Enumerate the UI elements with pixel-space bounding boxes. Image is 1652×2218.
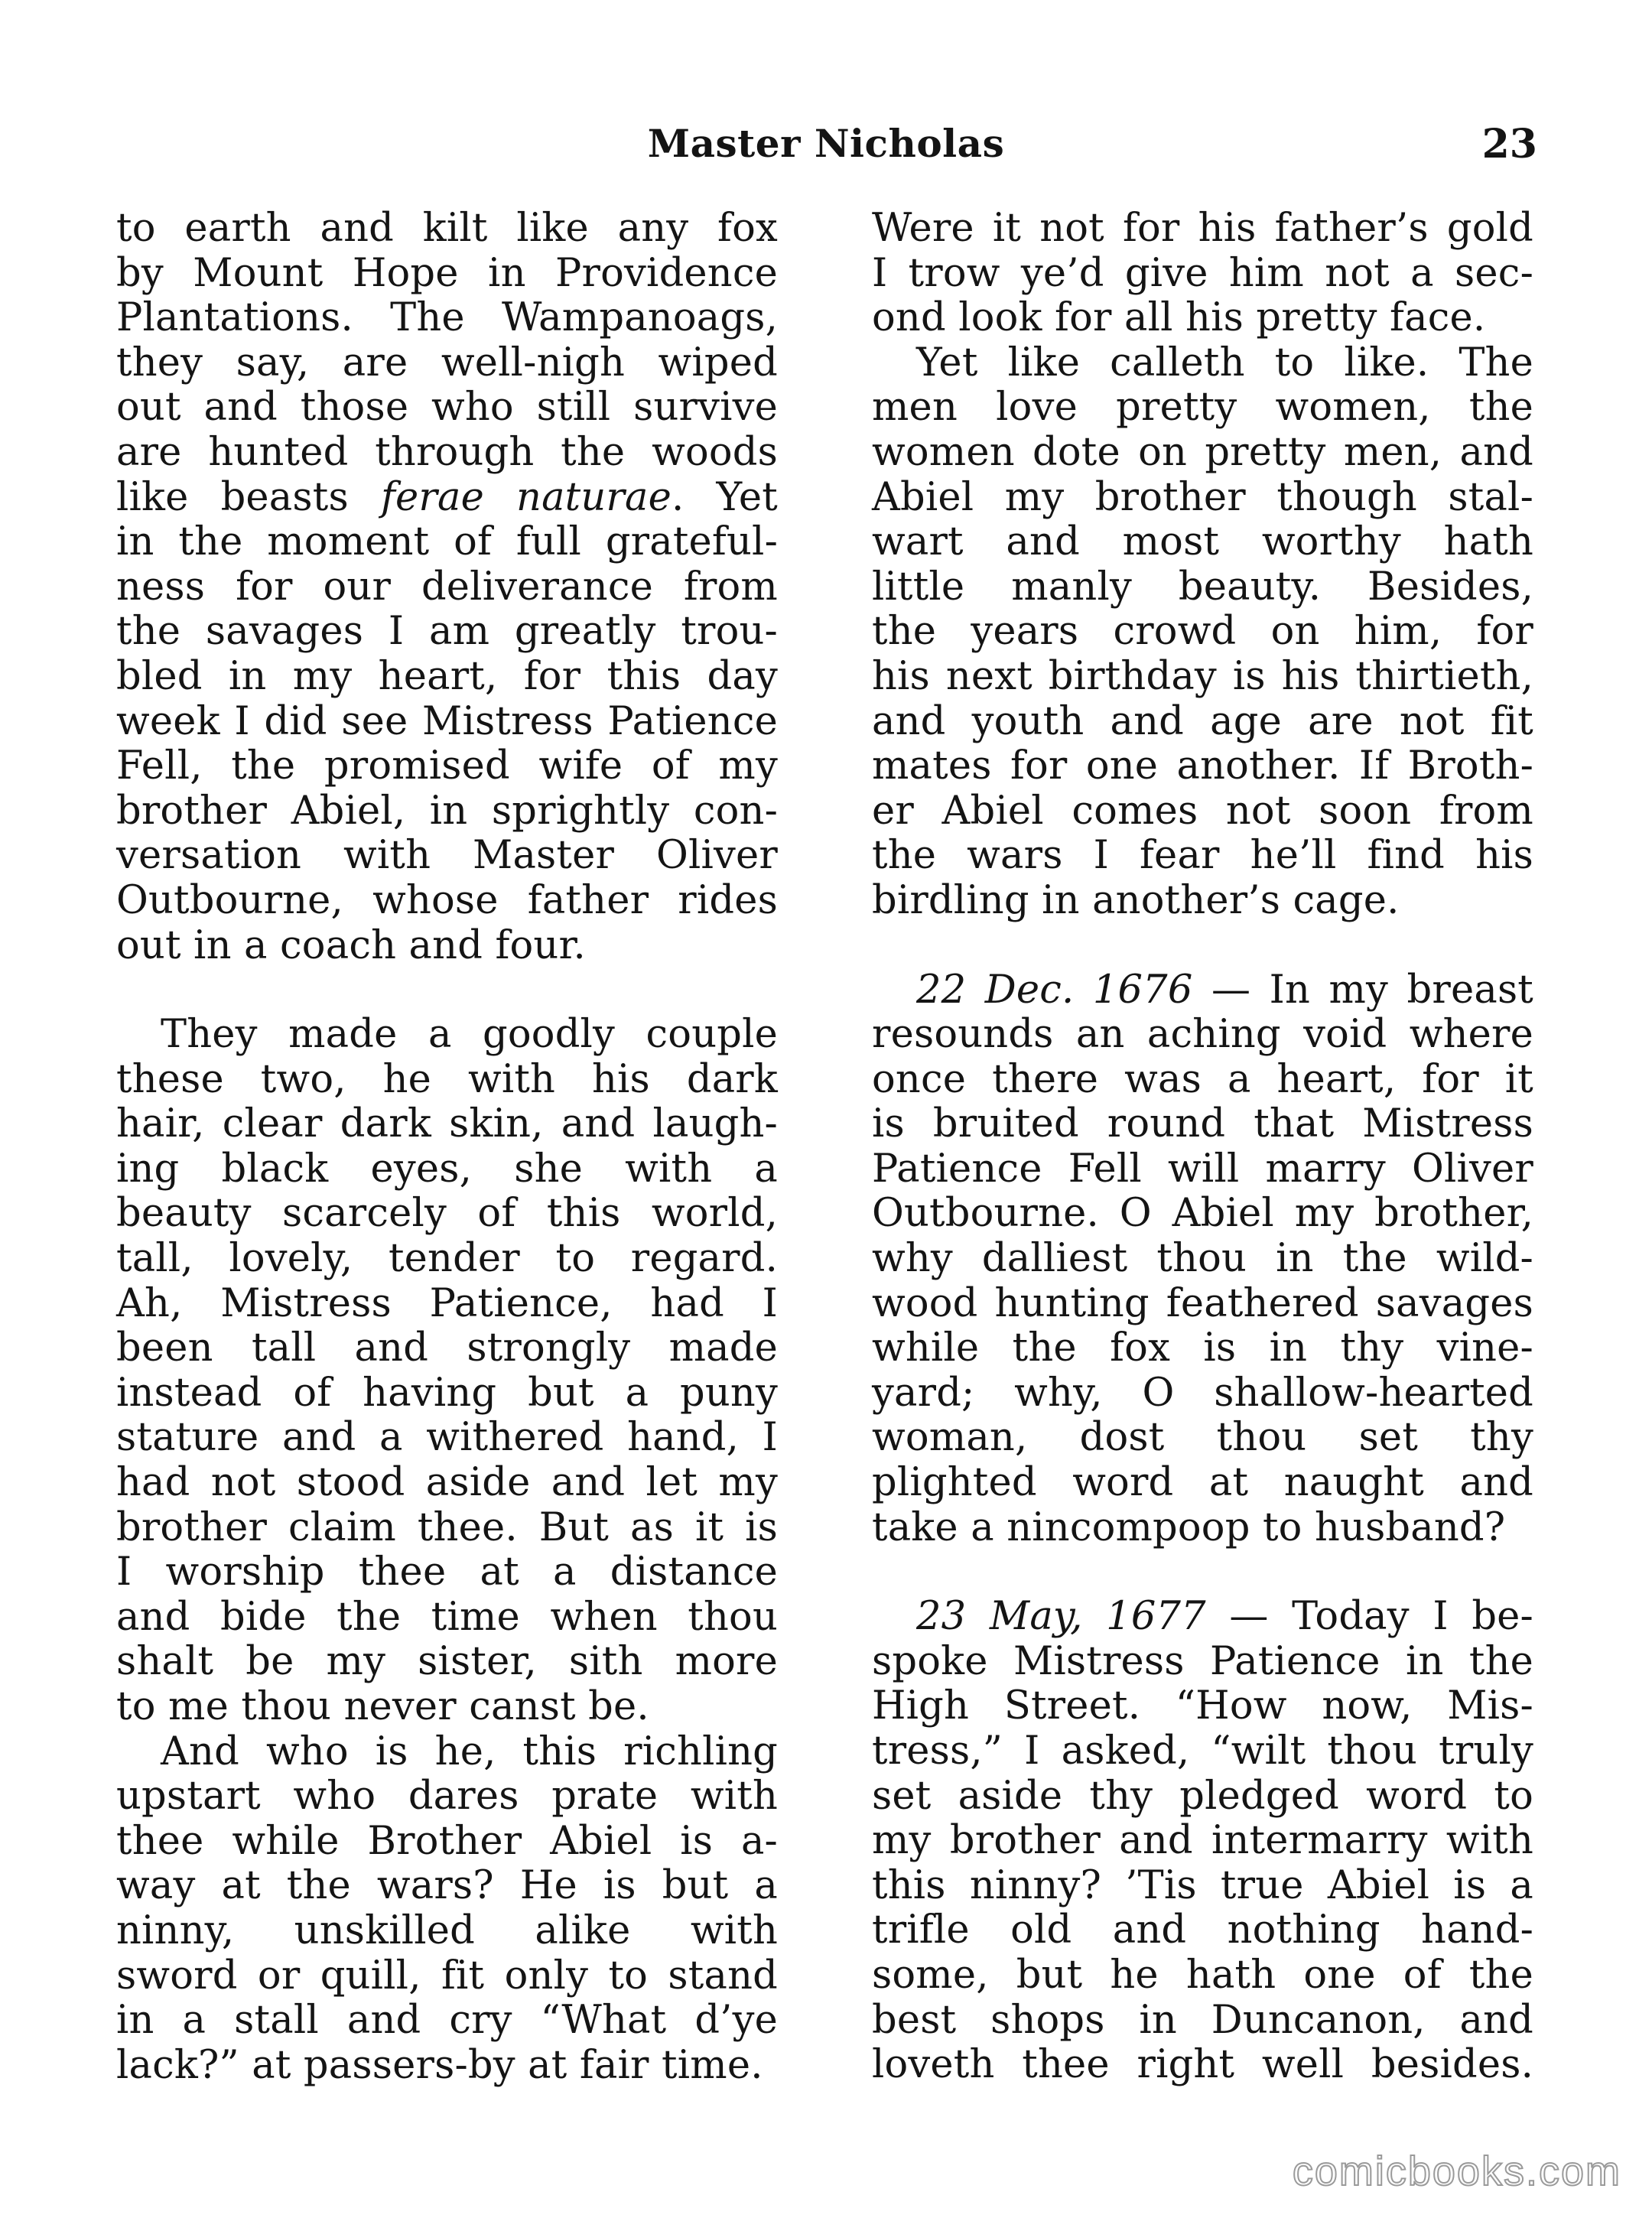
text-line: lack?” at passers-by at fair time. — [116, 2042, 763, 2088]
text-line: out and those who still survive — [116, 385, 778, 431]
diary-entry-2-body — [872, 1640, 1533, 2088]
text-line: hair, clear dark skin, and laugh- — [116, 1101, 778, 1147]
text-line: ninny, unskilled alike with — [116, 1907, 778, 1953]
text-line: wood hunting feathered savages — [872, 1280, 1533, 1326]
text-line: like beasts ferae naturae. Yet — [116, 474, 778, 520]
paragraph-right-1 — [872, 207, 1533, 341]
text-line: woman, dost thou set thy — [872, 1415, 1533, 1461]
text-line: in a stall and cry “What d’ye — [116, 1998, 778, 2044]
diary-entry-2-first-line: 23 May, 1677 — Today I be- — [916, 1594, 1533, 1640]
text-line: some, but he hath one of the — [872, 1952, 1533, 1998]
text-line: wart and most worthy hath — [872, 519, 1533, 565]
right-column — [872, 207, 1533, 2088]
text-line: Yet like calleth to like. The — [916, 340, 1533, 385]
left-column — [116, 207, 778, 2088]
text-line: Patience Fell will marry Oliver — [872, 1146, 1533, 1192]
text-line: I trow ye’d give him not a sec- — [872, 250, 1533, 296]
paragraph-left-2 — [116, 1013, 778, 1730]
text-line: Outbourne, whose father rides — [116, 877, 778, 923]
text-line: set aside thy pledged word to — [872, 1773, 1533, 1819]
page-number: 23 — [1481, 121, 1537, 167]
text-line: in the moment of full grateful- — [116, 519, 778, 565]
text-line: sword or quill, fit only to stand — [116, 1953, 778, 1998]
text-line: little manly beauty. Besides, — [872, 564, 1533, 610]
text-line: resounds an aching void where — [872, 1012, 1533, 1058]
text-line: women dote on pretty men, and — [872, 429, 1533, 475]
text-line: and youth and age are not fit — [872, 698, 1533, 744]
text-line: ing black eyes, she with a — [116, 1146, 778, 1192]
text-line: are hunted through the woods — [116, 429, 778, 475]
text-line: versation with Master Oliver — [116, 833, 778, 879]
text-line: High Street. “How now, Mis- — [872, 1683, 1533, 1729]
paragraph-left-1 — [116, 207, 778, 968]
running-title: Master Nicholas — [647, 121, 1005, 166]
text-line: his next birthday is his thirtieth, — [872, 653, 1533, 699]
text-line: Plantations. The Wampanoags, — [116, 295, 778, 341]
text-line: thee while Brother Abiel is a- — [116, 1818, 778, 1864]
text-line: loveth thee right well besides. — [872, 2042, 1533, 2088]
text-line: men love pretty women, the — [872, 385, 1533, 431]
text-line: Were it not for his father’s gold — [872, 206, 1533, 251]
text-line: to earth and kilt like any fox — [116, 206, 778, 251]
diary-entry-1-date: 22 Dec. 1676 — [916, 967, 1193, 1013]
text-line: stature and a withered hand, I — [116, 1415, 778, 1461]
text-line: way at the wars? He is but a — [116, 1863, 778, 1909]
text-line: and bide the time when thou — [116, 1594, 778, 1640]
text-line: brother Abiel, in sprightly con- — [116, 788, 778, 834]
text-line: best shops in Duncanon, and — [872, 1997, 1533, 2043]
text-line: plighted word at naught and — [872, 1460, 1533, 1506]
text-line: been tall and strongly made — [116, 1325, 778, 1371]
text-line: take a nincompoop to husband? — [872, 1504, 1506, 1550]
diary-entry-2-date: 23 May, 1677 — [916, 1594, 1206, 1640]
text-line: spoke Mistress Patience in the — [872, 1638, 1533, 1684]
text-line: my brother and intermarry with — [872, 1818, 1533, 1864]
text-line: And who is he, this richling — [161, 1729, 778, 1774]
text-line: they say, are well-nigh wiped — [116, 340, 778, 385]
text-line: shalt be my sister, sith more — [116, 1639, 778, 1685]
diary-entry-1-body — [872, 1013, 1533, 1550]
text-line: the years crowd on him, for — [872, 609, 1533, 655]
text-line: brother claim thee. But as it is — [116, 1504, 778, 1550]
text-line: had not stood aside and let my — [116, 1460, 778, 1506]
text-line: birdling in another’s cage. — [872, 877, 1400, 923]
text-line: instead of having but a puny — [116, 1370, 778, 1416]
text-line: week I did see Mistress Patience — [116, 698, 778, 744]
text-line: ness for our deliverance from — [116, 564, 778, 610]
page-header — [115, 121, 1537, 174]
text-line: Ah, Mistress Patience, had I — [116, 1280, 778, 1326]
diary-entry-2 — [872, 1595, 1533, 2088]
text-line: ond look for all his pretty face. — [872, 295, 1486, 341]
text-line: tall, lovely, tender to regard. — [116, 1236, 778, 1282]
text-line: trifle old and nothing hand- — [872, 1907, 1533, 1953]
text-line: bled in my heart, for this day — [116, 653, 778, 699]
text-line: upstart who dares prate with — [116, 1774, 778, 1820]
text-line: beauty scarcely of this world, — [116, 1191, 778, 1237]
text-line: why dalliest thou in the wild- — [872, 1236, 1533, 1282]
text-line: is bruited round that Mistress — [872, 1101, 1533, 1147]
text-line: out in a coach and four. — [116, 922, 586, 968]
text-line: mates for one another. If Broth- — [872, 743, 1533, 789]
text-line: these two, he with his dark — [116, 1056, 778, 1102]
paragraph-right-2 — [872, 341, 1533, 924]
text-line: by Mount Hope in Providence — [116, 250, 778, 296]
diary-entry-1 — [872, 968, 1533, 1551]
text-line: the wars I fear he’ll find his — [872, 833, 1533, 879]
text-line: tress,” I asked, “wilt thou truly — [872, 1729, 1533, 1774]
text-line: while the fox is in thy vine- — [872, 1325, 1533, 1371]
paragraph-left-3 — [116, 1730, 778, 2089]
diary-entry-1-first-line: 22 Dec. 1676 — In my breast — [916, 967, 1534, 1013]
text-line: Abiel my brother though stal- — [872, 474, 1533, 520]
text-line: Fell, the promised wife of my — [116, 743, 778, 789]
text-line: this ninny? ’Tis true Abiel is a — [872, 1862, 1533, 1908]
text-line: the savages I am greatly trou- — [116, 609, 778, 655]
text-line: I worship thee at a distance — [116, 1550, 778, 1595]
text-line: er Abiel comes not soon from — [872, 788, 1533, 834]
text-line: yard; why, O shallow-hearted — [872, 1370, 1533, 1416]
text-line: They made a goodly couple — [161, 1012, 778, 1058]
text-line: to me thou never canst be. — [116, 1684, 649, 1729]
text-line: once there was a heart, for it — [872, 1056, 1533, 1102]
text-line: Outbourne. O Abiel my brother, — [872, 1191, 1533, 1237]
watermark-logo: comicbooks.com — [1292, 2148, 1621, 2194]
